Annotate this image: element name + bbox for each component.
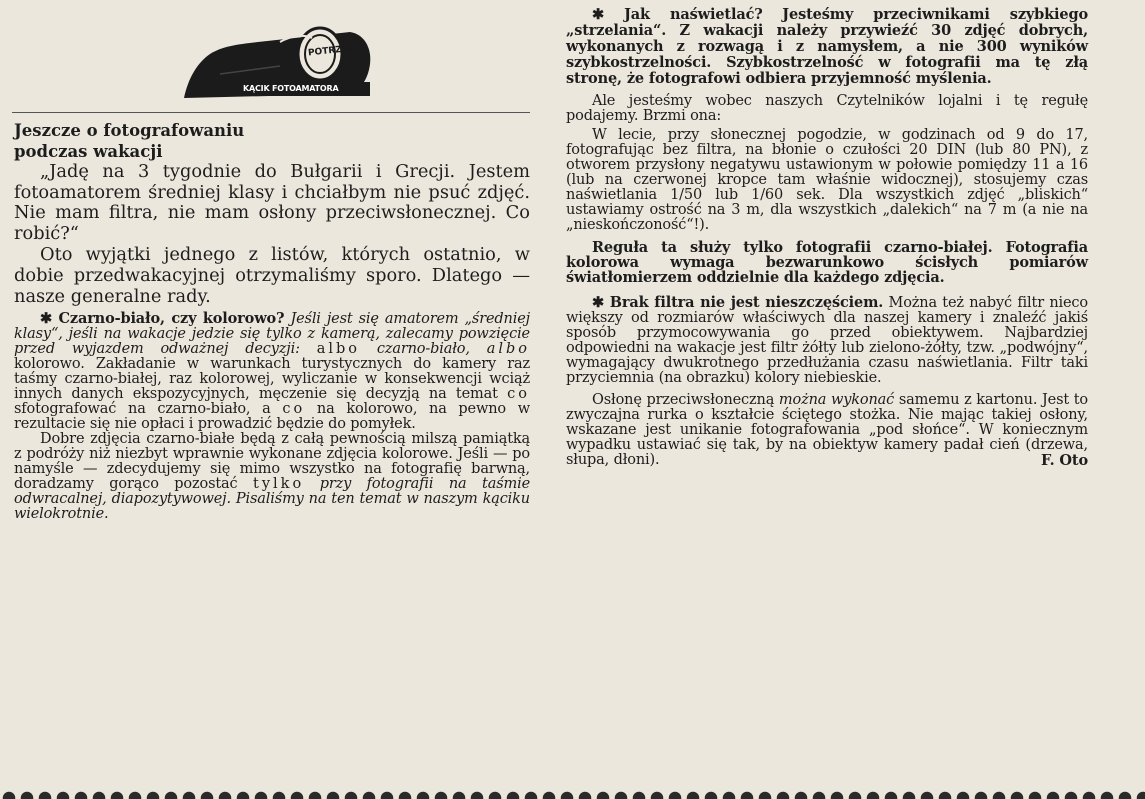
section-text: przy fotografii na taśmie odwracalnej, diapozytywowej. Pisaliśmy na ten temat w naszym kąciku wielokrotnie. xyxy=(14,476,531,523)
headline-line-1: Jeszcze o fotografowaniu xyxy=(14,121,245,140)
decorative-border xyxy=(0,787,1145,799)
emphasis-text: albo xyxy=(316,341,361,358)
section-no-filter xyxy=(566,295,1088,386)
lead-paragraph-2: Oto wyjątki jednego z listów, których ostatnio, w dobie przedwakacyjnej otrzymaliśmy sporo. Dlatego — nasze generalne rady. xyxy=(14,244,530,307)
section-colour-or-bw xyxy=(14,311,530,432)
paragraph-bw-only: Reguła ta służy tylko fotografii czarno-białej. Fotografia kolorowa wymaga bezwarunkowo ścisłych pomiarów światłomierzem oddzielnie dla każdego zdjęcia. xyxy=(566,239,1088,286)
logo-label: KĄCIK FOTOAMATORA xyxy=(243,84,339,93)
section-title: ✱ Jak naświetlać? xyxy=(592,6,763,23)
lead-paragraph-1: „Jadę na 3 tygodnie do Bułgarii i Grecji. Jestem fotoamatorem średniej klasy i chciałbym nie psuć zdjęć. Nie mam filtra, nie mam osłony przeciwsłonecznej. Co robić?“ xyxy=(14,161,530,244)
section-text: na kolorowo, na pewno w rezultacie się nie opłaci i prowadzić będzie do pomyłek. xyxy=(14,401,530,433)
section-text: można wykonać xyxy=(778,392,895,408)
emphasis-text: tylko xyxy=(253,476,305,493)
left-column xyxy=(14,120,530,522)
author-signature: F. Oto xyxy=(1040,452,1088,469)
section-text: sfotografować na czarno-biało, a xyxy=(14,401,271,418)
headline-line-2: podczas wakacji xyxy=(14,142,163,161)
emphasis-text: co xyxy=(507,386,531,403)
emphasis-text: albo xyxy=(486,341,530,358)
section-text: Jeśli jest się amatorem „średniej klasy“, jeśli na wakacje jedzie się tylko z kamerą, zalecamy powzięcie przed wyjazdem odważnej decyzji: xyxy=(14,311,530,358)
article-headline xyxy=(14,120,530,162)
section-exposure xyxy=(566,7,1088,87)
paragraph-lens-hood xyxy=(566,393,1088,468)
section-text: kolorowo. Zakładanie w warunkach turystycznych do kamery raz taśmy czarno-białej, raz kolorowej, wyliczanie w konsekwencji wciąż innych danych ekspozycyjnych, męczenie się decyzją na temat xyxy=(14,356,530,403)
paragraph-rule-intro: Ale jesteśmy wobec naszych Czytelników lojalni i tę regułę podajemy. Brzmi ona: xyxy=(566,93,1088,124)
section-text: Można też nabyć filtr nieco większy od rozmiarów właściwych dla naszej kamery i znaleźć jakiś sposób przymocowywania go przed obiektywem. Najbardziej odpowiedni na wakacje jest filtr żółty lub zielono-żółty, tzw. „podwójny“, wymagający dwukrotnego przedłużania czasu naświetlania. Filtr taki przyciemnia (na obrazku) kolory niebieskie. xyxy=(566,295,1088,386)
section-title: ✱ Czarno-biało, czy kolorowo? xyxy=(40,310,285,328)
section-title: ✱ Brak filtra nie jest nieszczęściem. xyxy=(592,294,884,311)
section-text: Jesteśmy przeciwnikami szybkiego „strzelania“. Z wakacji należy przywieźć 30 zdjęć dobrych, wykonanych z rozwagą i z namysłem, a nie 300 wyników szybkostrzelności. Szybkostrzelność w fotografii ma tę złą stronę, że fotografowi odbiera przyjemność myślenia. xyxy=(566,6,1089,87)
emphasis-text: co xyxy=(282,401,306,418)
paragraph-exposure-rule: W lecie, przy słonecznej pogodzie, w godzinach od 9 do 17, fotografując bez filtra, na błonie o czułości 20 DIN (lub 80 PN), z otworem przysłony negatywu ustawionym w połowie pomiędzy 11 a 16 (lub na czerwonej kropce tam właśnie widocznej), stosujemy czas naświetlania 1/50 lub 1/60 sek. Dla wszystkich zdjęć „bliskich“ ustawiamy ostrość na 3 m, dla wszystkich „dalekich“ na 7 m (a nie na „nieskończoność“!). xyxy=(566,127,1088,233)
paragraph-good-photos xyxy=(14,432,530,522)
divider xyxy=(12,112,530,113)
section-text: Osłonę przeciwsłoneczną xyxy=(592,392,775,408)
section-text: samemu z kartonu. Jest to zwyczajna rurka o kształcie ściętego stożka. Nie mając takiej osłony, wskazane jest unikanie fotografowania „pod słońce“. W koniecznym wypadku ustawiać się tak, by na obiektyw kamery padał cień (drzewa, słupa, dłoni). xyxy=(566,392,1088,468)
section-text: czarno-biało, xyxy=(376,341,470,358)
logo-title: POTRZAS xyxy=(307,43,356,59)
right-column xyxy=(566,7,1088,468)
section-text: Dobre zdjęcia czarno-białe będą z całą pewnością milszą pamiątką z podróży niż niezbyt wprawnie wykonane zdjęcia kolorowe. Jeśli — po namyśle — zdecydujemy się mimo wszystko na fotografię barwną, doradzamy gorąco pozostać xyxy=(14,431,530,493)
